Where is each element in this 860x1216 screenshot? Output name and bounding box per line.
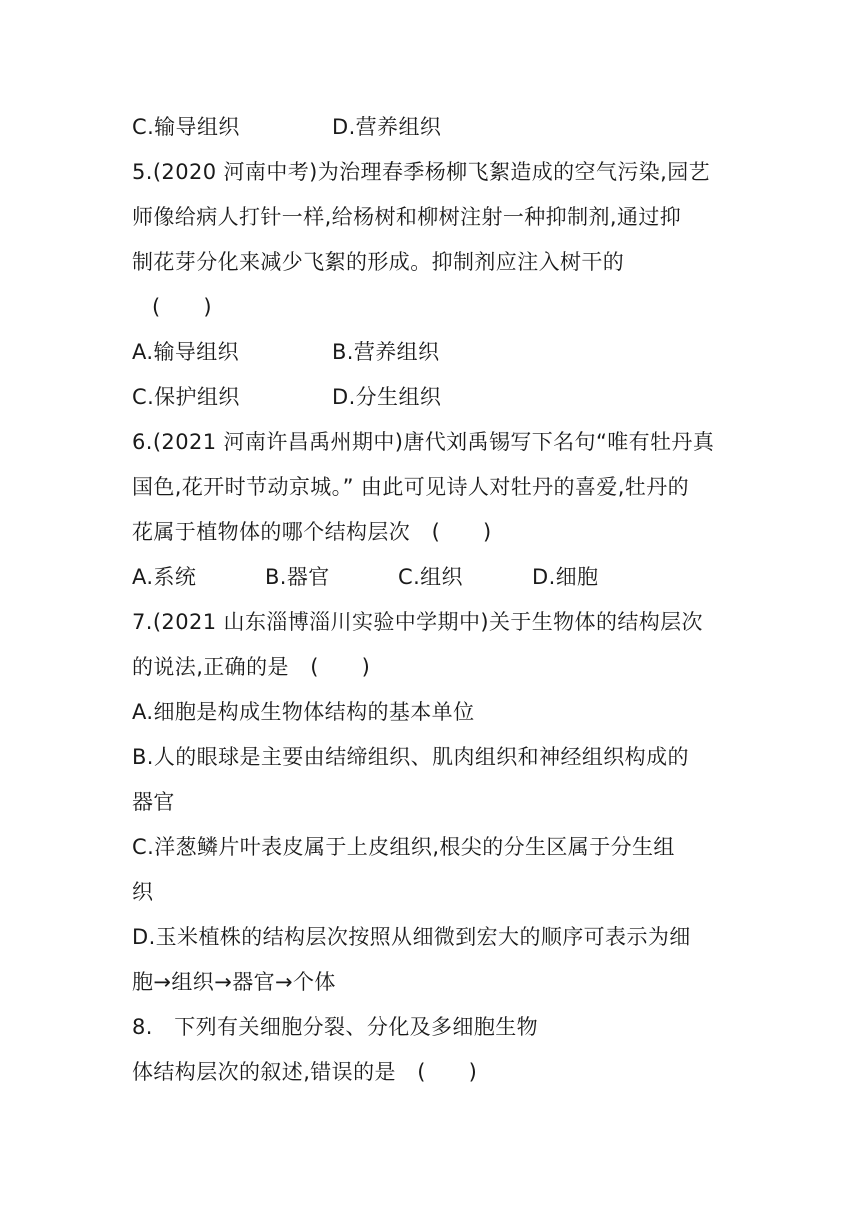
option-b: B.器官 (265, 565, 330, 589)
q7-option-b-line-2: 器官 (132, 790, 175, 814)
q5-stem-line-3: 制花芽分化来减少飞絮的形成。抑制剂应注入树干的 (132, 250, 625, 274)
q7-option-c-line-2: 织 (132, 880, 154, 904)
q7-option-d-line-2: 胞→组织→器官→个体 (132, 970, 336, 994)
q6-stem-line-2: 国色,花开时节动京城。” 由此可见诗人对牡丹的喜爱,牡丹的 (132, 475, 690, 499)
q5-answer-bracket: ( ) (152, 295, 212, 319)
option-c: C.组织 (398, 565, 463, 589)
q5-stem-line-1: 5.(2020 河南中考)为治理春季杨柳飞絮造成的空气污染,园艺 (132, 160, 711, 184)
q6-stem-line-3: 花属于植物体的哪个结构层次 ( ) (132, 520, 492, 544)
q7-stem-line-1: 7.(2021 山东淄博淄川实验中学期中)关于生物体的结构层次 (132, 610, 703, 634)
q8-stem-line-2: 体结构层次的叙述,错误的是 ( ) (132, 1060, 478, 1084)
option-a: A.输导组织 (132, 340, 240, 364)
q5-stem-line-2: 师像给病人打针一样,给杨树和柳树注射一种抑制剂,通过抑 (132, 205, 682, 229)
option-d: D.分生组织 (332, 385, 442, 409)
option-a: A.系统 (132, 565, 197, 589)
option-c: C.保护组织 (132, 385, 240, 409)
q7-option-a: A.细胞是构成生物体结构的基本单位 (132, 700, 475, 724)
option-c: C.输导组织 (132, 115, 240, 139)
q7-option-b-line-1: B.人的眼球是主要由结缔组织、肌肉组织和神经组织构成的 (132, 745, 689, 769)
option-b: B.营养组织 (332, 340, 440, 364)
option-d: D.营养组织 (332, 115, 442, 139)
option-d: D.细胞 (532, 565, 599, 589)
q7-option-d-line-1: D.玉米植株的结构层次按照从细微到宏大的顺序可表示为细 (132, 925, 691, 949)
q8-stem-line-1: 8. 下列有关细胞分裂、分化及多细胞生物 (132, 1015, 539, 1039)
q7-stem-line-2: 的说法,正确的是 ( ) (132, 655, 371, 679)
q7-option-c-line-1: C.洋葱鳞片叶表皮属于上皮组织,根尖的分生区属于分生组 (132, 835, 675, 859)
q6-stem-line-1: 6.(2021 河南许昌禹州期中)唐代刘禹锡写下名句“唯有牡丹真 (132, 430, 715, 454)
